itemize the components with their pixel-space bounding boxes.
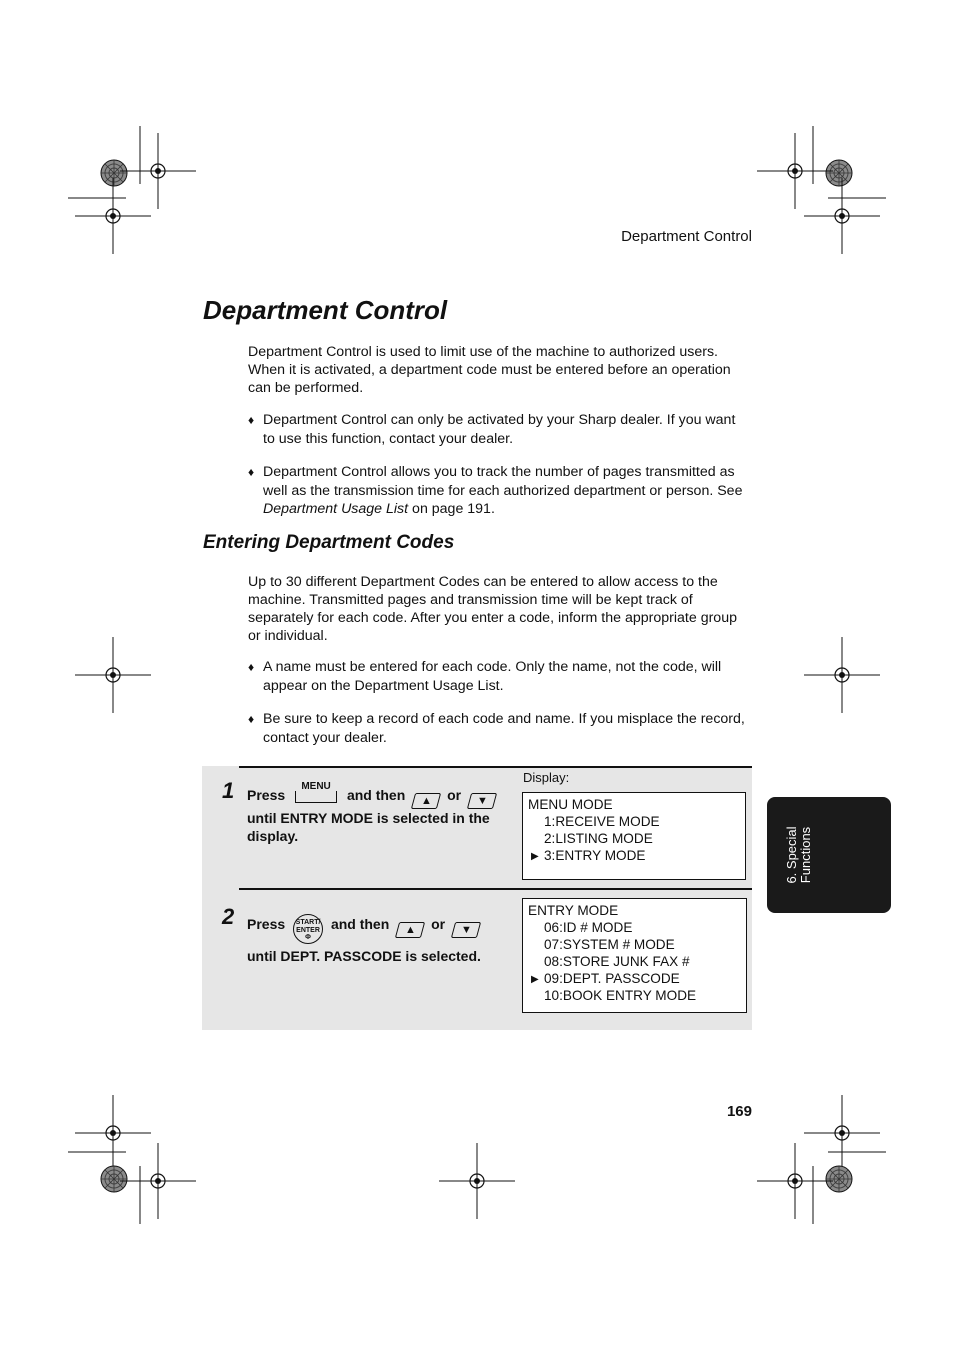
- step-divider: [239, 888, 752, 890]
- rosette-mark: [826, 1166, 852, 1192]
- page-number: 169: [726, 1103, 752, 1120]
- crosshair-mark: [757, 133, 833, 209]
- bullet-item: [248, 411, 748, 448]
- bullet-diamond-icon: ♦: [248, 660, 255, 674]
- up-arrow-key-icon: ▲: [395, 922, 425, 938]
- pointer-icon: ▶: [531, 851, 539, 862]
- crosshair-mark: [75, 1095, 151, 1171]
- bullet-diamond-icon: ♦: [248, 465, 255, 479]
- step-instruction: Press START/ ENTER Φ and then ▲ or ▼ until DEPT. PASSCODE is selected.: [247, 916, 481, 964]
- crosshair-mark: [757, 1143, 833, 1219]
- display-screen: ENTRY MODE 06:ID # MODE 07:SYSTEM # MODE 08:STORE JUNK FAX # ▶ 09:DEPT. PASSCODE 10:BOOK ENTRY MODE: [522, 898, 747, 1013]
- bullet-text: A name must be entered for each code. Only the name, not the code, will appear on the Department Usage List.: [263, 659, 722, 694]
- step-number: 2: [222, 904, 235, 929]
- crosshair-mark: [75, 178, 151, 254]
- cross-reference: Department Usage List: [263, 501, 409, 517]
- page-title: Department Control: [203, 295, 448, 325]
- step-divider: [239, 766, 752, 768]
- crosshair-mark: [804, 178, 880, 254]
- step-number: 1: [222, 778, 235, 803]
- step-instruction: Press MENU and then ▲ or ▼ until ENTRY MODE is selected in the display.: [247, 786, 512, 845]
- bullet-diamond-icon: ♦: [248, 712, 255, 726]
- rosette-mark: [101, 160, 127, 186]
- running-header: Department Control: [621, 228, 752, 245]
- rosette-mark: [101, 1166, 127, 1192]
- section-paragraph: Up to 30 different Department Codes can be entered to allow access to the machine. Transmitted pages and transmission time will be kept track of separately for each code. After you enter a code, inform the appropriate group or individual.: [248, 574, 737, 644]
- chapter-tab: [767, 797, 891, 913]
- bullet-item: [248, 463, 748, 519]
- display-screen: MENU MODE 1:RECEIVE MODE 2:LISTING MODE ▶ 3:ENTRY MODE: [522, 792, 746, 880]
- up-arrow-key-icon: ▲: [411, 793, 441, 809]
- crosshair-mark: [75, 637, 151, 713]
- crosshair-mark: [804, 1095, 880, 1171]
- crosshair-mark: [120, 1143, 196, 1219]
- steps-panel: [202, 766, 752, 1030]
- intro-paragraph: Department Control is used to limit use of the machine to authorized users. When it is activated, a department code must be entered before an operation can be performed.: [248, 344, 731, 396]
- chapter-tab-label: 6. Special Functions: [784, 826, 813, 884]
- rosette-mark: [826, 160, 852, 186]
- start-enter-key-icon: START/ ENTER Φ: [293, 914, 323, 944]
- bullet-text: Department Control can only be activated by your Sharp dealer. If you want to use this function, contact your dealer.: [263, 412, 736, 447]
- down-arrow-key-icon: ▼: [451, 922, 481, 938]
- pointer-icon: ▶: [531, 974, 539, 985]
- bullet-item: [248, 658, 748, 695]
- section-title: Entering Department Codes: [203, 532, 455, 553]
- bullet-item: [248, 710, 748, 747]
- bullet-text: Department Control allows you to track the number of pages transmitted as well as the transmission time for each authorized department or person. See Department Usage List on page 191.: [263, 464, 743, 517]
- bullet-text: Be sure to keep a record of each code and name. If you misplace the record, contact your dealer.: [263, 711, 745, 746]
- display-label: Display:: [523, 770, 570, 785]
- bullet-diamond-icon: ♦: [248, 413, 255, 427]
- down-arrow-key-icon: ▼: [467, 793, 497, 809]
- crosshair-mark: [439, 1143, 515, 1219]
- menu-key-icon: MENU: [295, 791, 337, 803]
- crosshair-mark: [804, 637, 880, 713]
- crosshair-mark: [120, 133, 196, 209]
